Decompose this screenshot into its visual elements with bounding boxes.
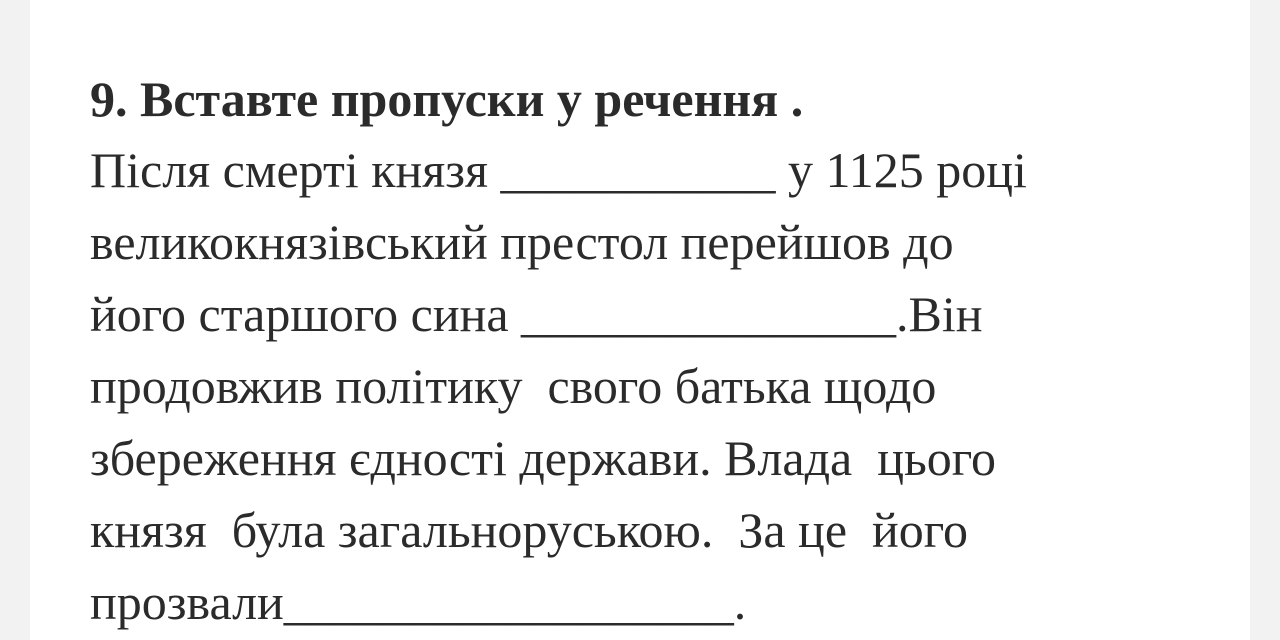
text-line-1: Після смерті князя ___________ у 1125 році <box>90 142 1027 198</box>
exercise-heading: 9. Вставте пропуски у речення . <box>90 71 804 127</box>
document-page <box>30 0 1250 640</box>
text-line-5: збереження єдності держави. Влада цього <box>90 430 997 486</box>
exercise-block <box>90 64 1200 638</box>
text-line-4: продовжив політику свого батька щодо <box>90 358 937 414</box>
text-line-7: прозвали__________________. <box>90 574 747 630</box>
text-line-2: великокнязівський престол перейшов до <box>90 214 954 270</box>
text-line-3: його старшого сина _______________.Він <box>90 286 983 342</box>
text-line-6: князя була загальноруською. За це його <box>90 502 969 558</box>
